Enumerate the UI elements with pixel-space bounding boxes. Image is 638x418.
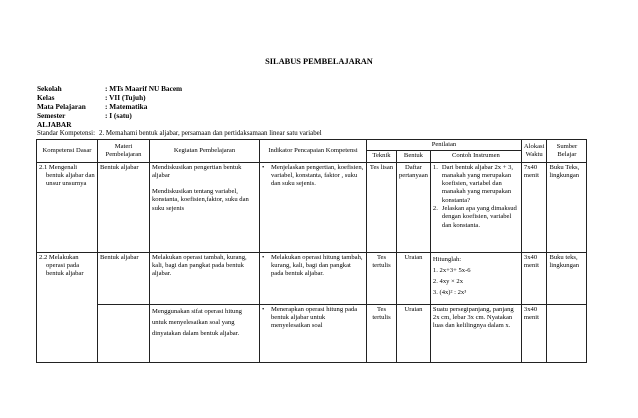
- header-materi: Materi Pembelajaran: [98, 140, 150, 163]
- header-row: [37, 140, 587, 151]
- sumber-cell: [547, 304, 587, 362]
- bullet-icon: •: [262, 305, 265, 313]
- school-info: [37, 84, 182, 129]
- bentuk-cell: Uraian: [397, 252, 431, 304]
- sumber-cell: Buku teks, lingkungan: [547, 252, 587, 304]
- kegiatan-item: Mendiskusikan pengertian bentuk aljabar: [152, 163, 242, 179]
- info-label: Sekolah: [37, 84, 62, 93]
- alokasi-cell: 3x40 menit: [521, 304, 547, 362]
- info-value: : VII (Tujuh): [105, 93, 146, 103]
- competency-standard: [37, 130, 322, 137]
- kegiatan-cell: Melakukan operasi tambah, kurang, kali, bagi dan pangkat pada bentuk aljabar.: [150, 252, 260, 304]
- materi-cell: [98, 304, 150, 362]
- standard-text: 2. Memahami bentuk aljabar, persamaan dan pertidaksamaan linear satu variabel: [99, 130, 322, 137]
- table-row: [37, 304, 587, 362]
- bullet-icon: •: [262, 163, 265, 171]
- info-row-subject: [37, 102, 182, 111]
- teknik-cell: Tes tertulis: [367, 304, 397, 362]
- contoh-item: Dari bentuk aljabar 2x + 3, manakah yang merupakan koefisien, variabel dan manakah yang merupakan konstanta?: [441, 163, 514, 204]
- kegiatan-cell: [150, 162, 260, 252]
- alokasi-cell: 3x40 menit: [521, 252, 547, 304]
- info-label: Mata Pelajaran: [37, 102, 86, 112]
- sumber-cell: Buku Teks, lingkungan: [547, 162, 587, 252]
- header-contoh: Contoh Instrumen: [430, 151, 521, 162]
- kegiatan-item: Mendiskusikan tentang variabel, konstanta, koefisien,faktor, suku dan suku sejenis: [152, 188, 249, 212]
- item-number: 1.: [432, 163, 438, 171]
- info-value: : I (satu): [105, 111, 132, 121]
- materi-cell: Bentuk aljabar: [98, 252, 150, 304]
- info-label: Semester: [37, 111, 66, 121]
- contoh-item: 2. 4xy × 2x: [432, 277, 464, 285]
- teknik-cell: Tes lisan: [367, 162, 397, 252]
- document-title: SILABUS PEMBELAJARAN: [265, 57, 373, 66]
- contoh-item: 1. 2x+3+ 5x-6: [432, 266, 471, 274]
- indikator-text: Menerapkan operasi hitung pada bentuk aljabar untuk menyelesaikan soal: [271, 305, 358, 330]
- info-row-school: [37, 84, 182, 93]
- bentuk-cell: Uraian: [397, 304, 431, 362]
- info-value: : Matematika: [105, 102, 148, 112]
- contoh-intro: Hitunglah:: [432, 255, 462, 263]
- bentuk-cell: Daftar pertanyaan: [397, 162, 431, 252]
- topic-heading: ALJABAR: [37, 120, 72, 130]
- kompetensi-cell: 2.2 Melakukan operasi pada bentuk aljabar: [37, 252, 98, 362]
- alokasi-cell: 7x40 menit: [521, 162, 547, 252]
- info-row-class: [37, 93, 182, 102]
- indikator-cell: [260, 304, 367, 362]
- info-label: Kelas: [37, 93, 55, 103]
- kegiatan-cell: Menggunakan sifat operasi hitung untuk menyelesaikan soal yang dinyatakan dalam bentuk aljabar.: [150, 304, 260, 362]
- contoh-item: 3. (4x)² : 2x³: [432, 288, 467, 296]
- info-value: : MTs Maarif NU Bacem: [105, 84, 183, 93]
- teknik-cell: Tes tertulis: [367, 252, 397, 304]
- header-indikator: Indikator Pencapaian Kompetensi: [260, 140, 367, 163]
- header-kegiatan: Kegiatan Pembelajaran: [150, 140, 260, 163]
- contoh-cell: [430, 252, 521, 304]
- bullet-icon: •: [262, 253, 265, 261]
- contoh-cell: Suatu persegipanjang, panjang 2x cm, lebar 3x cm. Nyatakan luas dan kelilingnya dalam x.: [430, 304, 521, 362]
- contoh-item: Jelaskan apa yang dimaksud dengan koefisien, variabel dan konstanta.: [441, 205, 517, 229]
- header-sumber: Sumber Belajar: [547, 140, 587, 163]
- header-alokasi: Alokasi Waktu: [521, 140, 547, 163]
- info-row-semester: [37, 111, 182, 120]
- syllabus-table: [36, 139, 587, 363]
- standard-label: Standar Kompetensi:: [37, 130, 95, 137]
- indikator-cell: [260, 162, 367, 252]
- header-penilaian: Penilaian: [367, 140, 522, 151]
- header-bentuk: Bentuk: [397, 151, 431, 162]
- header-teknik: Teknik: [367, 151, 397, 162]
- table-row: [37, 162, 587, 252]
- contoh-cell: [430, 162, 521, 252]
- indikator-text: Melakukan operasi hitung tambah, kurang, kali, bagi dan pangkat pada bentuk aljabar.: [271, 253, 363, 278]
- kompetensi-cell: 2.1 Mengenali bentuk aljabar dan unsur unsurnya: [37, 162, 98, 252]
- indikator-text: Menjelaskan pengertian, koefisien, variabel, konstanta, faktor , suku dan suku sejenis.: [271, 163, 364, 188]
- header-kompetensi: Kompetensi Dasar: [37, 140, 98, 163]
- materi-cell: Bentuk aljabar: [98, 162, 150, 252]
- table-row: [37, 252, 587, 304]
- indikator-cell: [260, 252, 367, 304]
- item-number: 2.: [432, 205, 438, 213]
